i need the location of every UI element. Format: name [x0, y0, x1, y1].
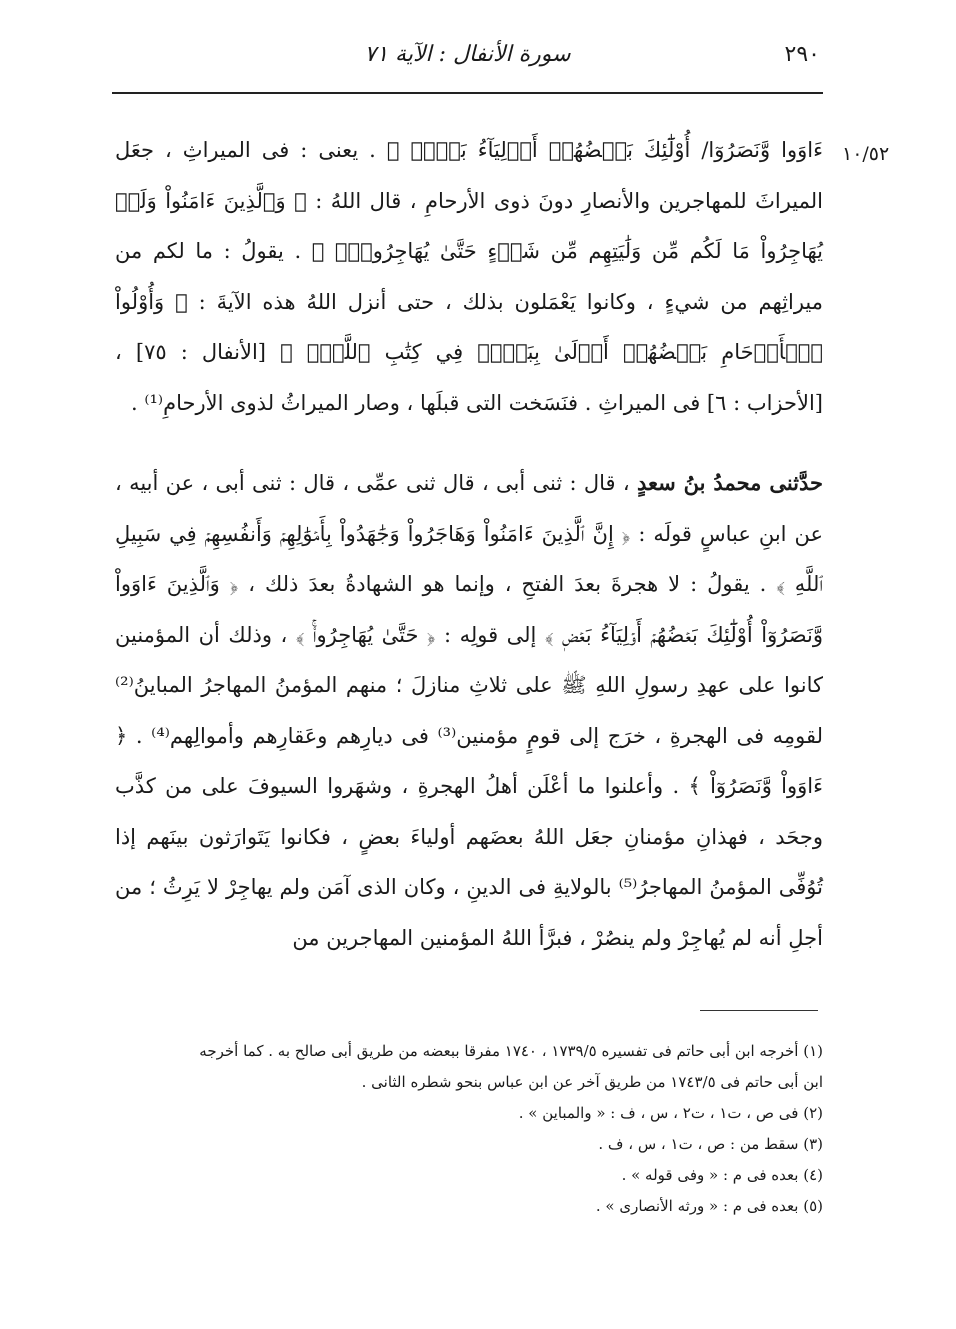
header-rule — [112, 92, 823, 94]
footnote-1: (١) أخرجه ابن أبى حاتم فى تفسيره ١٧٣٩/٥ ، ١٧٤٠ مفرقا ببعضه من طريق أبى صالح به . كما أخرجه — [199, 1042, 823, 1060]
footnotes — [112, 1036, 823, 1222]
paragraph-1: ءَاوَوا وَّنَصَرُوٓا/ أُوْلَٰٓئِكَ بَعۡضُهُمۡ أَوۡلِيَآءُ بَعۡضٖ ﴾ . يعنى : فى الميراثِ ، جعَل الميراثَ للمهاجرين والأنصارِ دونَ ذوى الأرحامِ ، قال اللهُ : ﴿ وَٱلَّذِينَ ءَامَنُواْ وَلَمۡ يُهَاجِرُواْ مَا لَكُم مِّن وَلَٰيَتِهِم مِّن شَيۡءٍ حَتَّىٰ يُهَاجِرُواْۚ ﴾ . يقولُ : ما لكم من ميراثِهم من شيءٍ ، وكانوا يَعْمَلون بذلك ، حتى أنزل اللهُ هذه الآيةَ : ﴿ وَأُوْلُواْ ٱلۡأَرۡحَامِ بَعۡضُهُمۡ أَوۡلَىٰ بِبَعۡضٖ فِي كِتَٰبِ ٱللَّهِۚ ﴾ [الأنفال : ٧٥] ، [الأحزاب : ٦] فى الميراثِ . فنَسَخت التى قبلَها ، وصار الميراثُ لذوى الأرحامِ⁽¹⁾ . — [115, 138, 823, 415]
page-number: ٢٩٠ — [784, 42, 820, 67]
header-title: سورة الأنفال : الآية ٧١ — [364, 42, 571, 67]
paragraph-2-text: ، قال : ثنى أبى ، قال ثنى عمِّى ، قال : ثنى أبى ، عن أبيه ، عن ابنِ عباسٍ قولَه : ﴿ إِنَّ ٱلَّذِينَ ءَامَنُواْ وَهَاجَرُواْ وَجَٰهَدُواْ بِأَمۡوَٰلِهِمۡ وَأَنفُسِهِمۡ فِي سَبِيلِ ٱللَّهِ ﴾ . يقولُ : لا هجرةَ بعدَ الفتحِ ، وإنما هو الشهادةُ بعدَ ذلك ، ﴿ وَٱلَّذِينَ ءَاوَواْ وَّنَصَرُوٓاْ أُوْلَٰٓئِكَ بَعۡضُهُمۡ أَوۡلِيَآءُ بَعۡضٖ ﴾ إلى قولِه : ﴿ حَتَّىٰ يُهَاجِرُواْۚ ﴾ ، وذلك أن المؤمنين كانوا على عهدِ رسولِ اللهِ ﷺ على ثلاثِ منازلَ ؛ منهم المؤمنُ المهاجرُ المباينُ⁽²⁾ لقومِه فى الهجرةِ ، خرَج إلى قومٍ مؤمنين⁽³⁾ فى ديارِهم وعَقارِهم وأموالِهم⁽⁴⁾ . ﴿ ءَاوَواْ وَّنَصَرُوٓاْ ﴾ . وأعلنوا ما أعْلَن أهلُ الهجرةِ ، وشهَروا السيوفَ على من كذَّب وجحَد ، فهذانِ مؤمنانِ جعَل اللهُ بعضَهم أولياءَ بعضٍ ، فكانوا يَتَوارَثون بينَهم إذا تُوُفِّى المؤمنُ المهاجرُ⁽⁵⁾ بالولايةِ فى الدينِ ، وكان الذى آمَن ولم يهاجِرْ لا يَرِثُ ؛ من أجلِ أنه لم يُهاجِرْ ولم ينصُرْ ، فبرَّأ اللهُ المؤمنين المهاجرين من — [115, 471, 823, 950]
footnote-rule — [700, 1010, 818, 1011]
margin-reference: ١٠/٥٢ — [842, 143, 890, 165]
running-header — [115, 38, 820, 80]
footnote-2: (٢) فى ص ، ت١ ، ت٢ ، س ، ف : « والمباين » . — [518, 1104, 823, 1122]
footnote-1-cont: ابن أبى حاتم فى ١٧٤٣/٥ من طريق آخر عن ابن عباس بنحو شطره الثانى . — [361, 1073, 823, 1091]
isnad-lead: حدَّثنى محمدُ بنُ سعدٍ — [636, 470, 824, 495]
paragraph-2 — [115, 458, 823, 963]
footnote-5: (٥) بعده فى م : « ورثه الأنصارى » . — [595, 1197, 823, 1215]
footnote-3: (٣) سقط من : ص ، ت١ ، س ، ف . — [598, 1135, 823, 1153]
footnote-4: (٤) بعده فى م : « وفى قوله » . — [621, 1166, 823, 1184]
